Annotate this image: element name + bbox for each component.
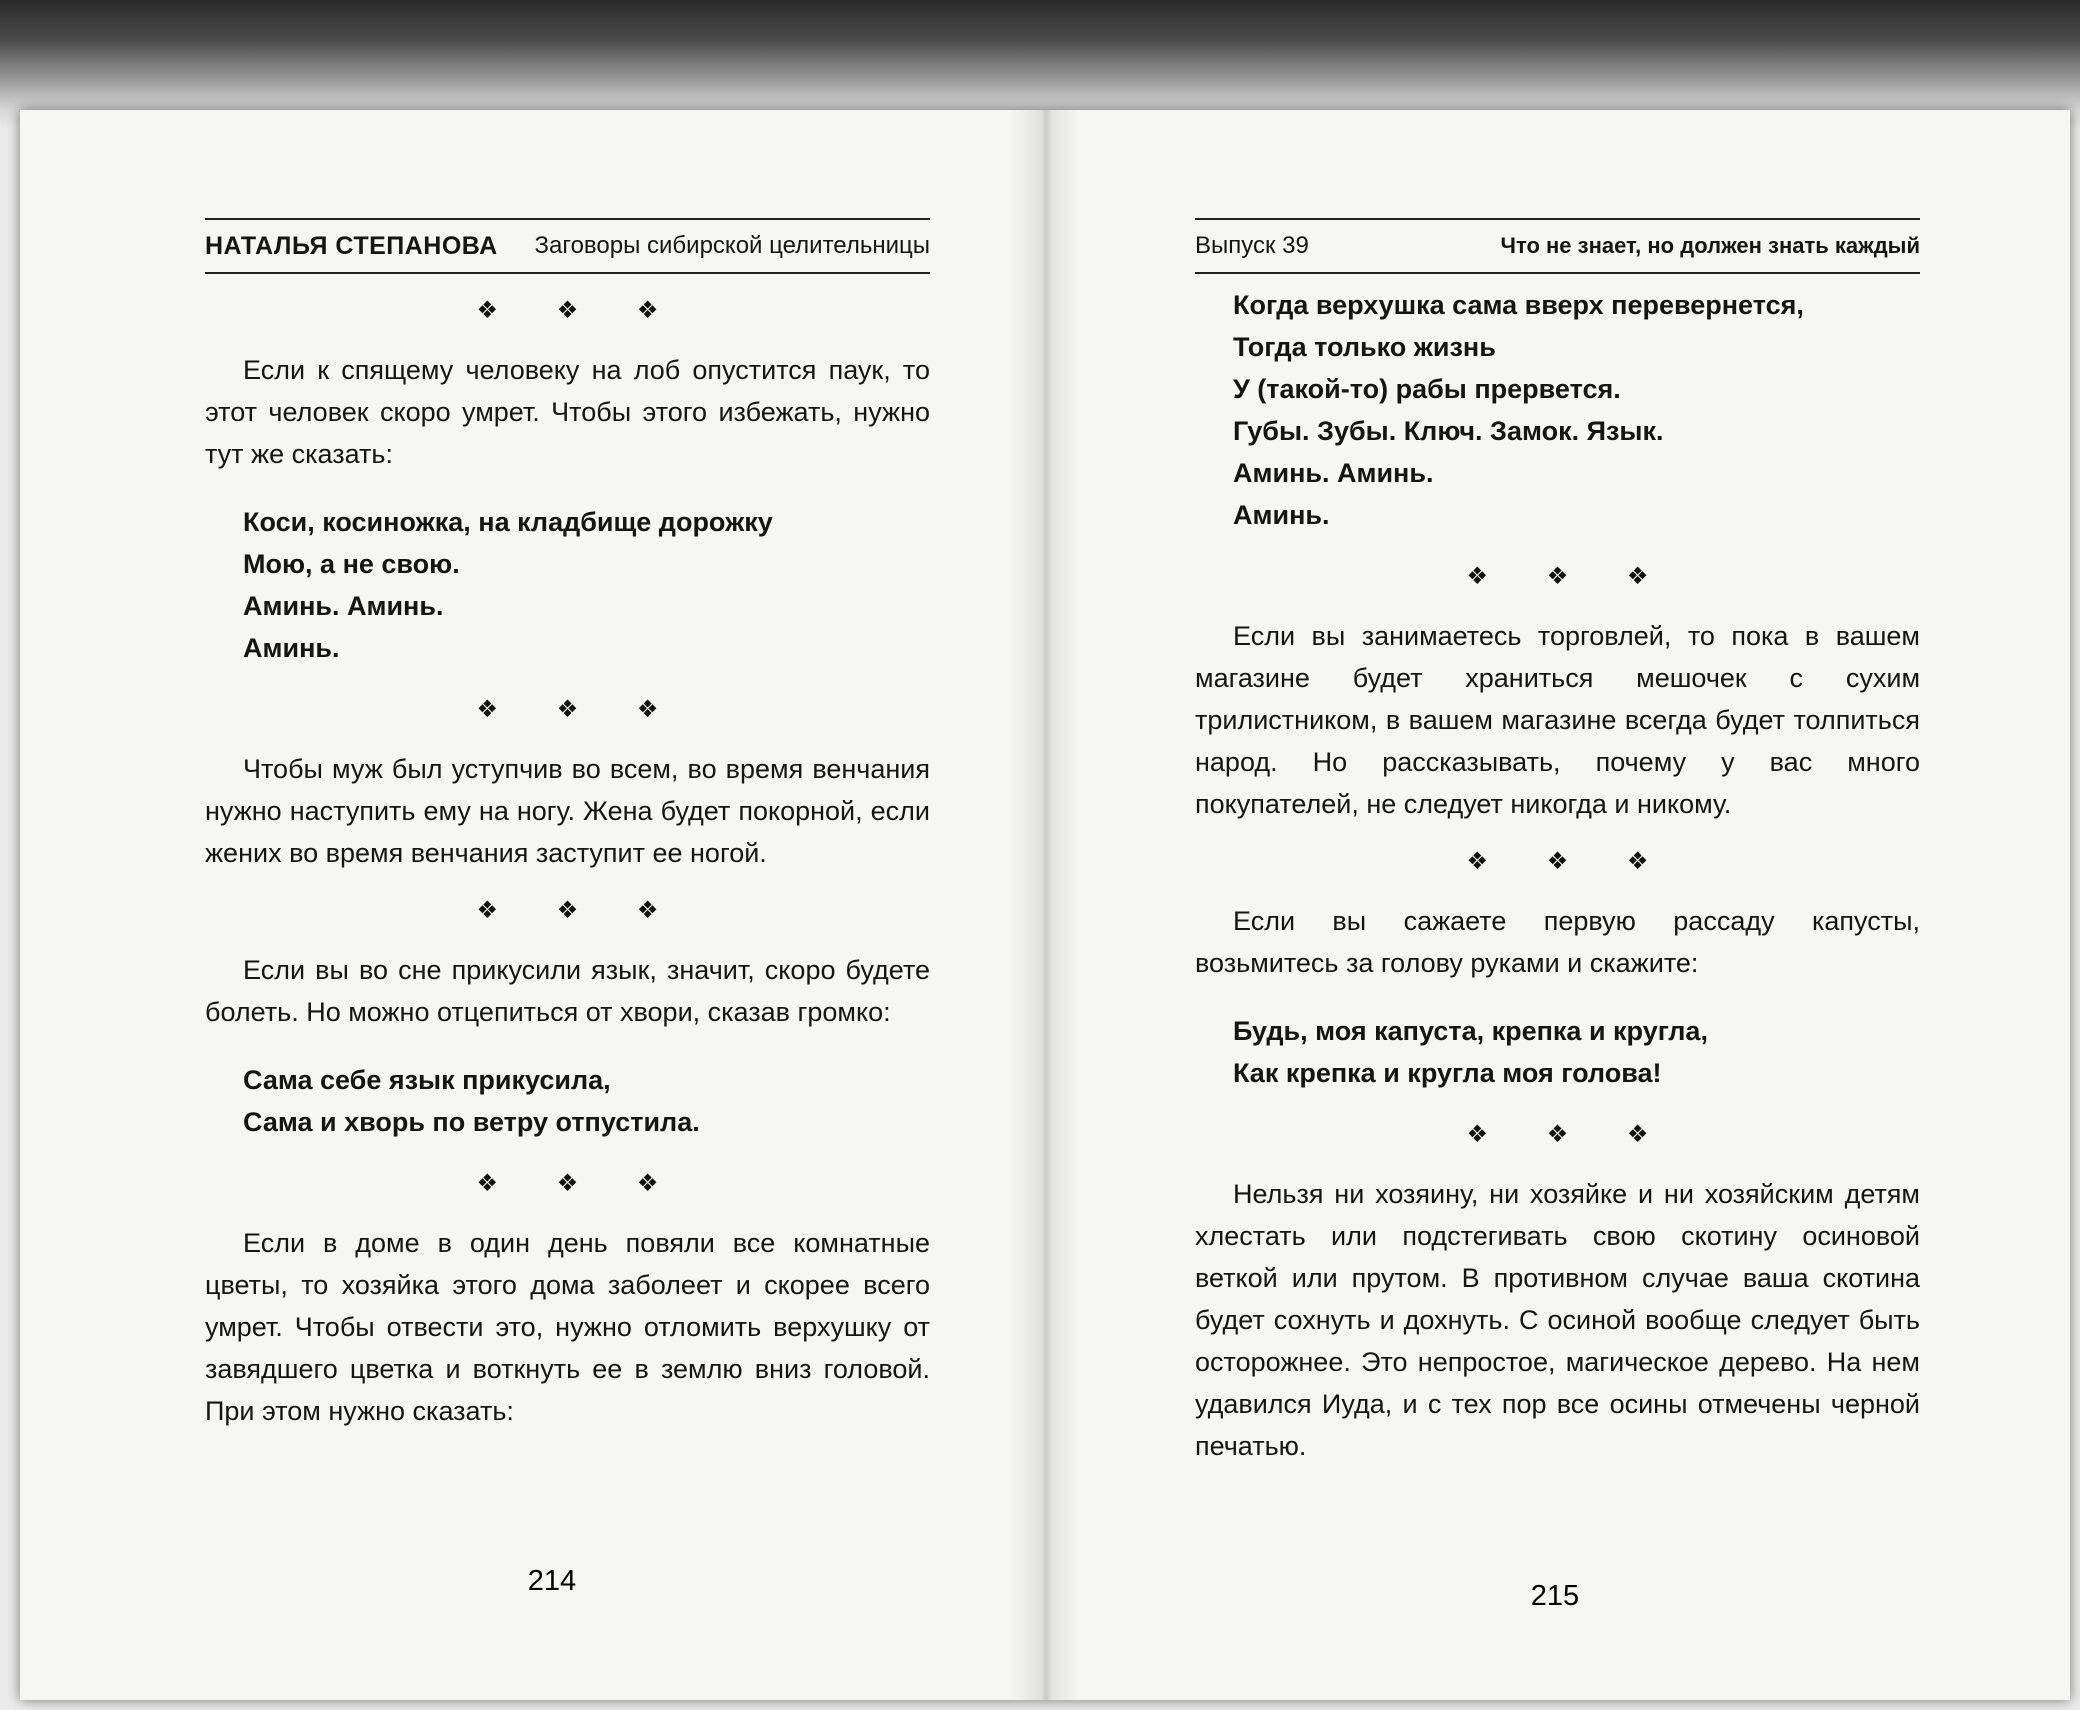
right-page xyxy=(1195,218,1920,1467)
verse-line: Аминь. xyxy=(243,633,340,663)
verse-continued xyxy=(1233,284,1920,536)
verse-line: Сама себе язык прикусила, xyxy=(243,1065,611,1095)
verse-line: Аминь. Аминь. xyxy=(1233,458,1434,488)
left-page xyxy=(205,218,930,1432)
header-issue: Выпуск 39 xyxy=(1195,232,1309,259)
verse-line: Как крепка и кругла моя голова! xyxy=(1233,1058,1662,1088)
verse-line: У (такой-то) рабы прервется. xyxy=(1233,374,1621,404)
verse-tongue xyxy=(243,1059,930,1143)
section-separator: ❖ ❖ ❖ xyxy=(1466,563,1675,590)
paragraph-trade: Если вы занимаетесь торговлей, то пока в вашем магазине будет храниться мешочек с сухим трилистником, в вашем магазине всегда будет толпиться народ. Но рассказывать, почему у вас много покупателей, не следует никогда и никому. xyxy=(1195,621,1920,819)
verse-cabbage xyxy=(1233,1010,1920,1094)
verse-line: Губы. Зубы. Ключ. Замок. Язык. xyxy=(1233,416,1664,446)
left-running-head xyxy=(205,218,930,274)
verse-line: Когда верхушка сама вверх перевернется, xyxy=(1233,290,1804,320)
section-separator: ❖ ❖ ❖ xyxy=(476,696,685,723)
section-separator: ❖ ❖ ❖ xyxy=(1466,1121,1675,1148)
section-separator: ❖ ❖ ❖ xyxy=(476,297,685,324)
verse-line: Коси, косиножка, на кладбище дорожку xyxy=(243,507,773,537)
header-author: НАТАЛЬЯ СТЕПАНОВА xyxy=(205,231,498,260)
paragraph-flowers: Если в доме в один день повяли все комнатные цветы, то хозяйка этого дома заболеет и скорее всего умрет. Чтобы отвести это, нужно отломить верхушку от завядшего цветка и воткнуть ее в землю вниз головой. При этом нужно сказать: xyxy=(205,1228,930,1426)
verse-line: Тогда только жизнь xyxy=(1233,332,1496,362)
section-separator: ❖ ❖ ❖ xyxy=(1466,848,1675,875)
verse-line: Аминь. xyxy=(1233,500,1330,530)
paragraph-wedding: Чтобы муж был уступчив во всем, во время венчания нужно наступить ему на ногу. Жена будет покорной, если жених во время венчания заступит ее ногой. xyxy=(205,754,930,868)
paragraph-cabbage: Если вы сажаете первую рассаду капусты, возьмитесь за голову руками и скажите: xyxy=(1195,906,1920,978)
header-series-title: Что не знает, но должен знать каждый xyxy=(1500,233,1920,258)
verse-spider xyxy=(243,501,930,669)
right-running-head xyxy=(1195,218,1920,274)
section-separator: ❖ ❖ ❖ xyxy=(476,1170,685,1197)
paragraph-tongue: Если вы во сне прикусили язык, значит, скоро будете болеть. Но можно отцепиться от хвори, сказав громко: xyxy=(205,955,930,1027)
page-number-left: 214 xyxy=(527,1565,577,1597)
paragraph-spider: Если к спящему человеку на лоб опустится паук, то этот человек скоро умрет. Чтобы этого избежать, нужно тут же сказать: xyxy=(205,355,930,469)
verse-line: Сама и хворь по ветру отпустила. xyxy=(243,1107,700,1137)
paragraph-aspen: Нельзя ни хозяину, ни хозяйке и ни хозяйским детям хлестать или подстегивать свою скотину осиновой веткой или прутом. В противном случае ваша скотина будет сохнуть и дохнуть. С осиной вообще следует быть осторожнее. Это непростое, магическое дерево. На нем удавился Иуда, и с тех пор все осины отмечены черной печатью. xyxy=(1195,1179,1920,1461)
section-separator: ❖ ❖ ❖ xyxy=(476,897,685,924)
header-book-title: Заговоры сибирской целительницы xyxy=(534,232,930,259)
verse-line: Аминь. Аминь. xyxy=(243,591,444,621)
page-number-right: 215 xyxy=(1530,1580,1580,1612)
verse-line: Будь, моя капуста, крепка и кругла, xyxy=(1233,1016,1708,1046)
verse-line: Мою, а не свою. xyxy=(243,549,460,579)
